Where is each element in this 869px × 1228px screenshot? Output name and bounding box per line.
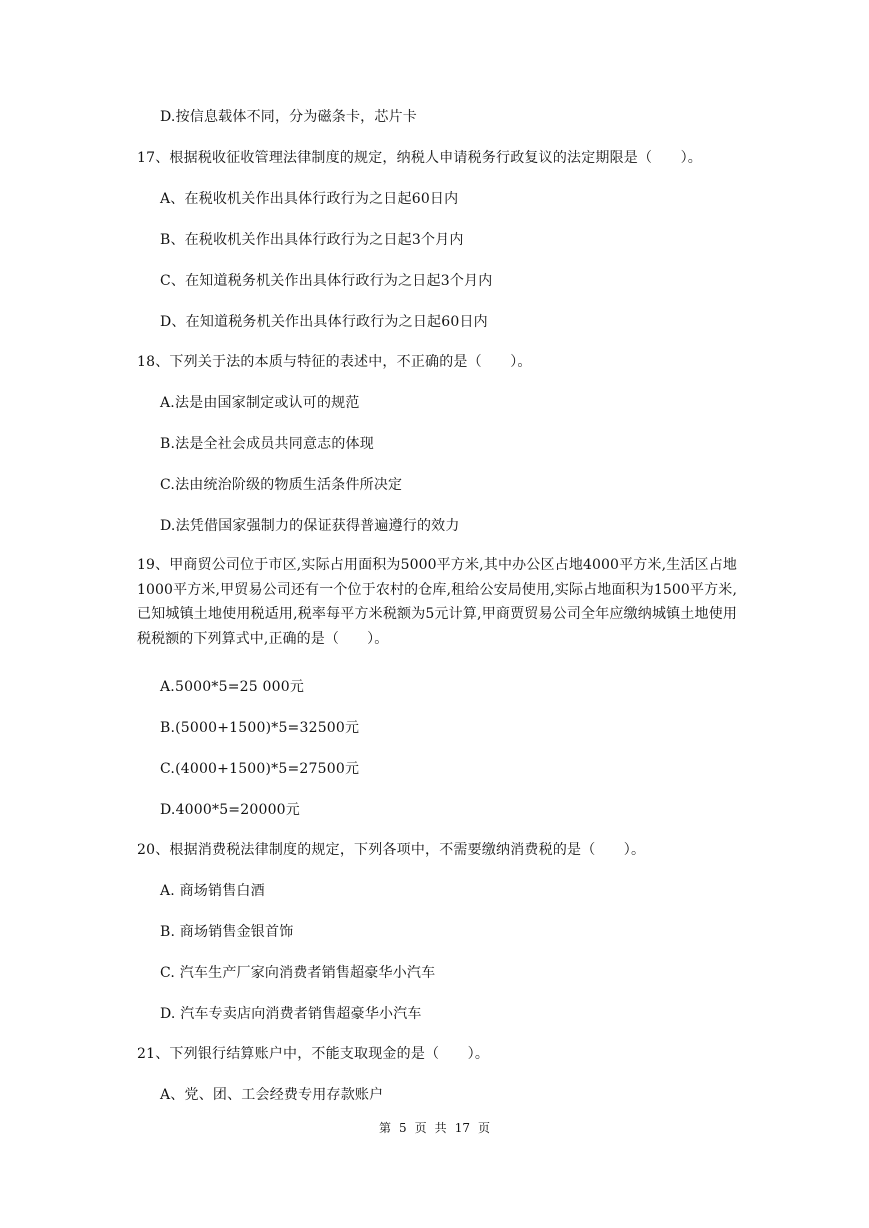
q17-question: 17、根据税收征收管理法律制度的规定，纳税人申请税务行政复议的法定期限是（ ）。 [137, 150, 703, 166]
q18-option-a: A.法是由国家制定或认可的规范 [160, 395, 360, 411]
q21-question: 21、下列银行结算账户中，不能支取现金的是（ ）。 [137, 1046, 490, 1062]
q21-option-a: A、党、团、工会经费专用存款账户 [160, 1087, 384, 1103]
q18-question: 18、下列关于法的本质与特征的表述中，不正确的是（ ）。 [137, 354, 532, 370]
q18-option-b: B.法是全社会成员共同意志的体现 [160, 436, 374, 452]
q20-option-c: C. 汽车生产厂家向消费者销售超豪华小汽车 [160, 965, 436, 981]
q19-option-d: D.4000*5=20000元 [160, 802, 300, 818]
q20-option-d: D. 汽车专卖店向消费者销售超豪华小汽车 [160, 1006, 422, 1022]
footer-page-number: 5 [399, 1121, 407, 1135]
q17-option-b: B、在税收机关作出具体行政行为之日起3个月内 [160, 232, 464, 248]
q19-question: 19、甲商贸公司位于市区,实际占用面积为5000平方米,其中办公区占地4000平方米,生活区占地1000平方米,甲贸易公司还有一个位于农村的仓库,租给公安局使用,实际占地面积为1500平方米,已知城镇土地使用税适用,税率每平方米税额为5元计算,甲商贾贸易公司全年应缴纳城镇土地使用税税额的下列算式中,正确的是（ ）。 [137, 557, 737, 647]
page-footer [0, 1120, 869, 1136]
q19-option-a: A.5000*5=25 000元 [160, 679, 305, 695]
q16-option-d: D.按信息载体不同，分为磁条卡，芯片卡 [160, 109, 417, 125]
footer-label-gong: 共 [434, 1121, 447, 1135]
q19-option-c: C.(4000+1500)*5=27500元 [160, 761, 360, 777]
q17-option-a: A、在税收机关作出具体行政行为之日起60日内 [160, 191, 459, 207]
q17-option-c: C、在知道税务机关作出具体行政行为之日起3个月内 [160, 273, 493, 289]
q18-option-c: C.法由统治阶级的物质生活条件所决定 [160, 477, 403, 493]
footer-label-ye-2: 页 [477, 1121, 490, 1135]
q17-option-d: D、在知道税务机关作出具体行政行为之日起60日内 [160, 314, 488, 330]
q20-option-b: B. 商场销售金银首饰 [160, 924, 294, 940]
footer-page-total: 17 [454, 1121, 470, 1135]
q18-option-d: D.法凭借国家强制力的保证获得普遍遵行的效力 [160, 518, 460, 534]
footer-label-di: 第 [379, 1121, 392, 1135]
q20-option-a: A. 商场销售白酒 [160, 883, 265, 899]
q19-option-b: B.(5000+1500)*5=32500元 [160, 720, 360, 736]
q20-question: 20、根据消费税法律制度的规定，下列各项中，不需要缴纳消费税的是（ ）。 [137, 842, 646, 858]
footer-label-ye: 页 [414, 1121, 427, 1135]
